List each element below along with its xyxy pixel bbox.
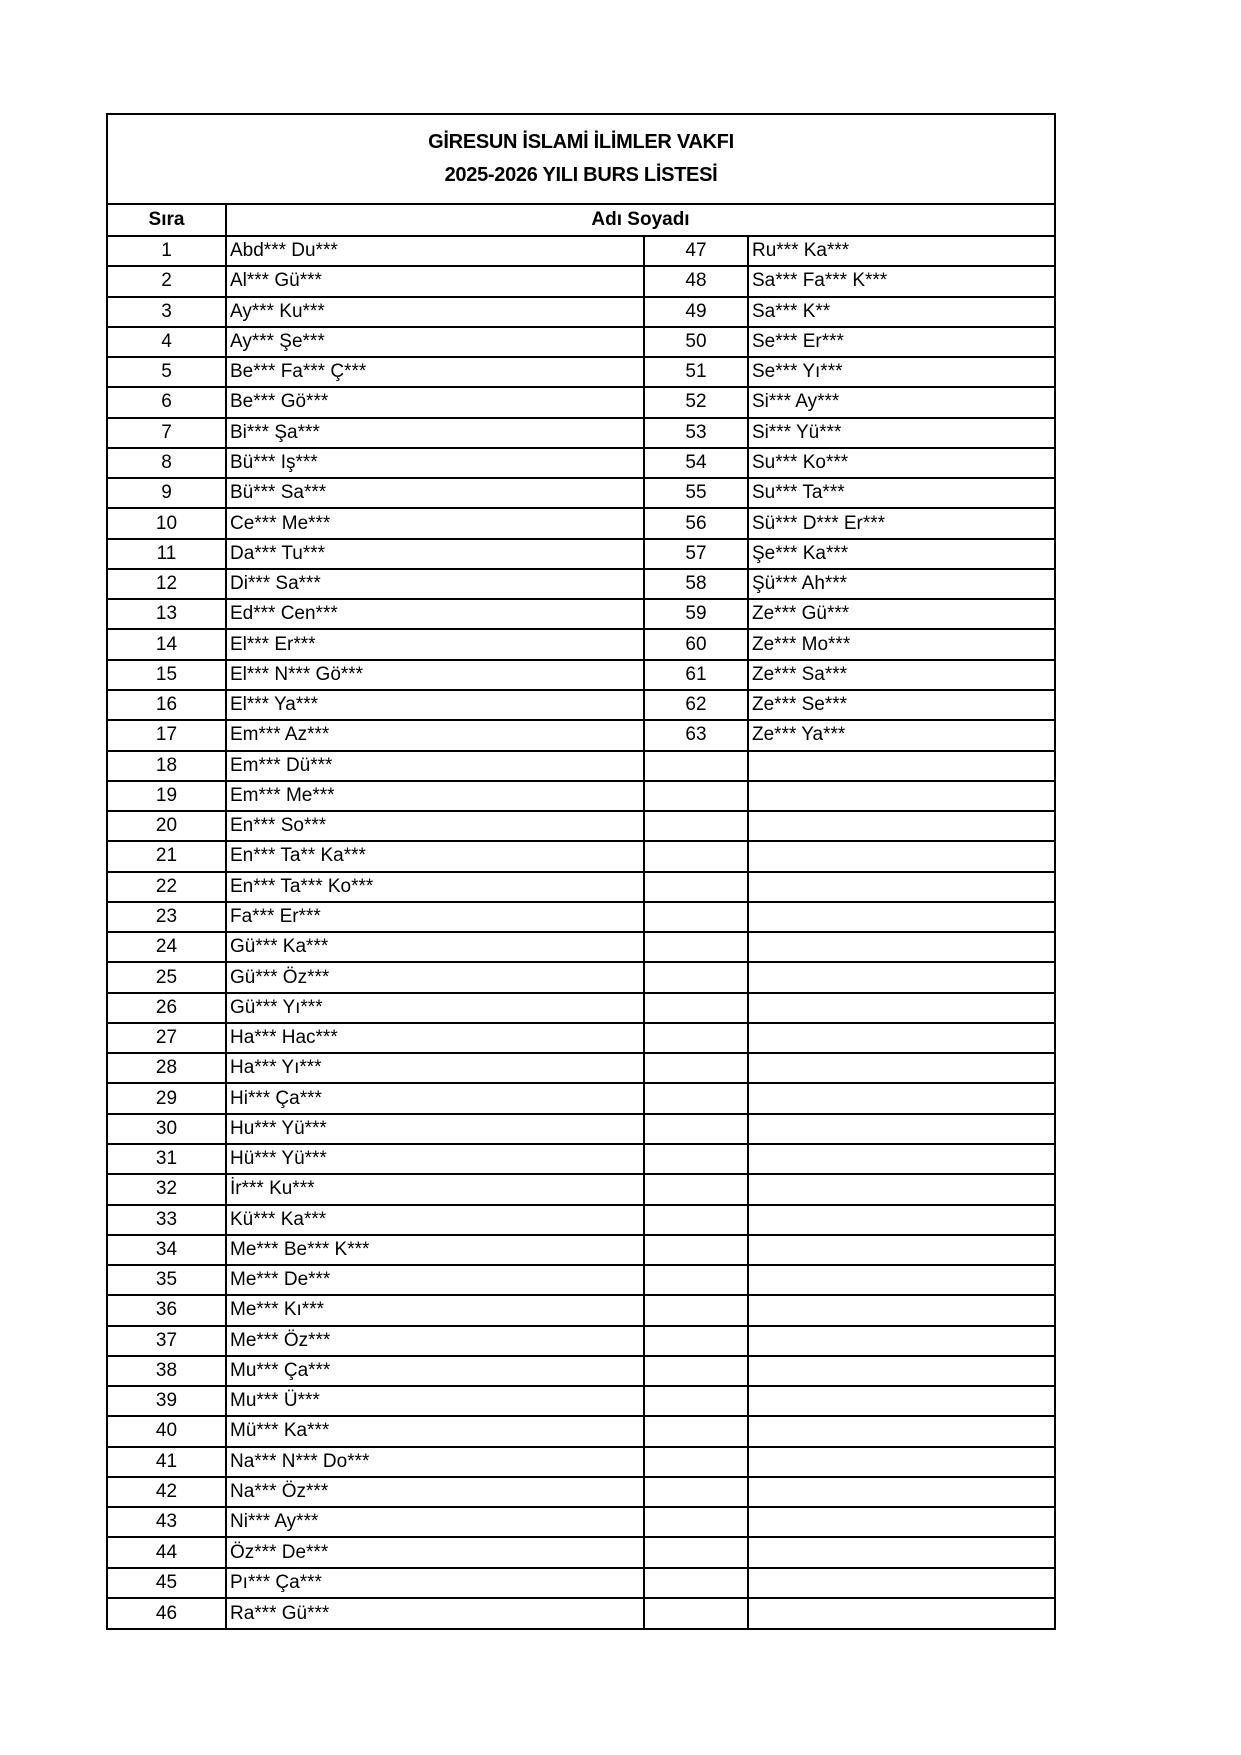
- empty-cell: [748, 751, 1054, 781]
- student-name: Ru*** Ka***: [748, 236, 1054, 266]
- table-row: [108, 508, 1054, 538]
- empty-cell: [644, 1023, 748, 1053]
- row-number: 29: [108, 1083, 226, 1113]
- student-name: Ay*** Şe***: [226, 327, 644, 357]
- row-number: 35: [108, 1265, 226, 1295]
- student-name: Su*** Ta***: [748, 478, 1054, 508]
- empty-cell: [644, 1477, 748, 1507]
- student-name: Bü*** Iş***: [226, 448, 644, 478]
- table-row: [108, 418, 1054, 448]
- empty-cell: [644, 932, 748, 962]
- empty-cell: [644, 872, 748, 902]
- table-row: [108, 1537, 1054, 1567]
- table-row: [108, 629, 1054, 659]
- empty-cell: [644, 1235, 748, 1265]
- table-row: [108, 478, 1054, 508]
- table-row: [108, 236, 1054, 266]
- table-row: [108, 1416, 1054, 1446]
- row-number: 48: [644, 266, 748, 296]
- row-number: 45: [108, 1568, 226, 1598]
- row-number: 12: [108, 569, 226, 599]
- empty-cell: [644, 1295, 748, 1325]
- empty-cell: [644, 902, 748, 932]
- row-number: 10: [108, 508, 226, 538]
- row-number: 8: [108, 448, 226, 478]
- row-number: 51: [644, 357, 748, 387]
- row-number: 11: [108, 539, 226, 569]
- row-number: 57: [644, 539, 748, 569]
- scholarship-table: [108, 205, 1054, 1628]
- empty-cell: [748, 993, 1054, 1023]
- table-row: [108, 902, 1054, 932]
- table-row: [108, 751, 1054, 781]
- row-number: 6: [108, 387, 226, 417]
- student-name: El*** N*** Gö***: [226, 660, 644, 690]
- empty-cell: [644, 841, 748, 871]
- student-name: Ha*** Hac***: [226, 1023, 644, 1053]
- empty-cell: [748, 1235, 1054, 1265]
- row-number: 20: [108, 811, 226, 841]
- empty-cell: [644, 1205, 748, 1235]
- foundation-title: GİRESUN İSLAMİ İLİMLER VAKFI: [428, 131, 734, 153]
- empty-cell: [644, 1386, 748, 1416]
- row-number: 7: [108, 418, 226, 448]
- table-row: [108, 266, 1054, 296]
- row-number: 39: [108, 1386, 226, 1416]
- student-name: Ay*** Ku***: [226, 297, 644, 327]
- row-number: 43: [108, 1507, 226, 1537]
- row-number: 47: [644, 236, 748, 266]
- row-number: 56: [644, 508, 748, 538]
- student-name: Ce*** Me***: [226, 508, 644, 538]
- table-row: [108, 569, 1054, 599]
- empty-cell: [748, 932, 1054, 962]
- student-name: Ze*** Mo***: [748, 629, 1054, 659]
- student-name: Ze*** Sa***: [748, 660, 1054, 690]
- student-name: İr*** Ku***: [226, 1174, 644, 1204]
- student-name: Me*** Öz***: [226, 1326, 644, 1356]
- scholarship-list-sheet: [106, 113, 1056, 1630]
- empty-cell: [644, 1053, 748, 1083]
- table-row: [108, 448, 1054, 478]
- table-row: [108, 539, 1054, 569]
- empty-cell: [748, 1326, 1054, 1356]
- empty-cell: [748, 1507, 1054, 1537]
- row-number: 23: [108, 902, 226, 932]
- student-name: En*** Ta** Ka***: [226, 841, 644, 871]
- student-name: Bi*** Şa***: [226, 418, 644, 448]
- student-name: Hü*** Yü***: [226, 1144, 644, 1174]
- student-name: Na*** Öz***: [226, 1477, 644, 1507]
- student-name: Me*** De***: [226, 1265, 644, 1295]
- student-name: Sü*** D*** Er***: [748, 508, 1054, 538]
- table-row: [108, 1356, 1054, 1386]
- student-name: Da*** Tu***: [226, 539, 644, 569]
- table-row: [108, 841, 1054, 871]
- empty-cell: [644, 1083, 748, 1113]
- table-row: [108, 1114, 1054, 1144]
- empty-cell: [748, 1114, 1054, 1144]
- empty-cell: [748, 1598, 1054, 1628]
- student-name: Em*** Me***: [226, 781, 644, 811]
- student-name: Ze*** Ya***: [748, 720, 1054, 750]
- empty-cell: [644, 1326, 748, 1356]
- table-row: [108, 1447, 1054, 1477]
- row-number: 13: [108, 599, 226, 629]
- row-number: 62: [644, 690, 748, 720]
- row-number: 27: [108, 1023, 226, 1053]
- empty-cell: [748, 1537, 1054, 1567]
- student-name: Al*** Gü***: [226, 266, 644, 296]
- row-number: 33: [108, 1205, 226, 1235]
- empty-cell: [644, 1537, 748, 1567]
- row-number: 63: [644, 720, 748, 750]
- empty-cell: [644, 993, 748, 1023]
- student-name: Ni*** Ay***: [226, 1507, 644, 1537]
- empty-cell: [748, 1265, 1054, 1295]
- row-number: 30: [108, 1114, 226, 1144]
- empty-cell: [748, 1083, 1054, 1113]
- empty-cell: [748, 1568, 1054, 1598]
- row-number: 31: [108, 1144, 226, 1174]
- empty-cell: [748, 1295, 1054, 1325]
- table-row: [108, 1053, 1054, 1083]
- row-number: 36: [108, 1295, 226, 1325]
- row-number: 9: [108, 478, 226, 508]
- list-title: 2025-2026 YILI BURS LİSTESİ: [444, 164, 718, 186]
- header-row: [108, 205, 1054, 236]
- row-number: 26: [108, 993, 226, 1023]
- table-row: [108, 690, 1054, 720]
- table-row: [108, 993, 1054, 1023]
- row-number: 17: [108, 720, 226, 750]
- student-name: Ze*** Gü***: [748, 599, 1054, 629]
- table-row: [108, 720, 1054, 750]
- student-name: Ed*** Cen***: [226, 599, 644, 629]
- row-number: 40: [108, 1416, 226, 1446]
- row-number: 32: [108, 1174, 226, 1204]
- student-name: Sa*** K**: [748, 297, 1054, 327]
- student-name: Em*** Dü***: [226, 751, 644, 781]
- empty-cell: [644, 811, 748, 841]
- row-number: 49: [644, 297, 748, 327]
- empty-cell: [644, 1568, 748, 1598]
- student-name: Se*** Er***: [748, 327, 1054, 357]
- empty-cell: [748, 1174, 1054, 1204]
- table-row: [108, 1598, 1054, 1628]
- student-name: En*** Ta*** Ko***: [226, 872, 644, 902]
- student-name: Şe*** Ka***: [748, 539, 1054, 569]
- student-name: Abd*** Du***: [226, 236, 644, 266]
- empty-cell: [748, 902, 1054, 932]
- student-name: Gü*** Öz***: [226, 962, 644, 992]
- table-row: [108, 1265, 1054, 1295]
- row-number: 52: [644, 387, 748, 417]
- row-number: 22: [108, 872, 226, 902]
- table-row: [108, 660, 1054, 690]
- table-row: [108, 357, 1054, 387]
- row-number: 37: [108, 1326, 226, 1356]
- row-number: 28: [108, 1053, 226, 1083]
- student-name: Si*** Ay***: [748, 387, 1054, 417]
- empty-cell: [644, 1598, 748, 1628]
- empty-cell: [748, 1386, 1054, 1416]
- row-number: 5: [108, 357, 226, 387]
- row-number: 53: [644, 418, 748, 448]
- table-row: [108, 1235, 1054, 1265]
- title-block: [108, 115, 1054, 205]
- empty-cell: [748, 1023, 1054, 1053]
- empty-cell: [748, 1447, 1054, 1477]
- empty-cell: [748, 962, 1054, 992]
- row-number: 4: [108, 327, 226, 357]
- table-row: [108, 1144, 1054, 1174]
- student-name: Di*** Sa***: [226, 569, 644, 599]
- student-name: Hu*** Yü***: [226, 1114, 644, 1144]
- student-name: Şü*** Ah***: [748, 569, 1054, 599]
- row-number: 46: [108, 1598, 226, 1628]
- row-number: 18: [108, 751, 226, 781]
- empty-cell: [748, 1477, 1054, 1507]
- row-number: 50: [644, 327, 748, 357]
- empty-cell: [644, 1114, 748, 1144]
- student-name: Fa*** Er***: [226, 902, 644, 932]
- table-row: [108, 1507, 1054, 1537]
- empty-cell: [644, 1174, 748, 1204]
- header-adi-soyadi: Adı Soyadı: [226, 205, 1054, 236]
- student-name: Su*** Ko***: [748, 448, 1054, 478]
- student-name: Me*** Be*** K***: [226, 1235, 644, 1265]
- row-number: 2: [108, 266, 226, 296]
- empty-cell: [644, 1144, 748, 1174]
- row-number: 61: [644, 660, 748, 690]
- student-name: Na*** N*** Do***: [226, 1447, 644, 1477]
- student-name: Bü*** Sa***: [226, 478, 644, 508]
- row-number: 34: [108, 1235, 226, 1265]
- student-name: Ha*** Yı***: [226, 1053, 644, 1083]
- empty-cell: [748, 841, 1054, 871]
- student-name: El*** Ya***: [226, 690, 644, 720]
- student-name: El*** Er***: [226, 629, 644, 659]
- student-name: Gü*** Yı***: [226, 993, 644, 1023]
- empty-cell: [644, 962, 748, 992]
- student-name: Kü*** Ka***: [226, 1205, 644, 1235]
- table-row: [108, 1174, 1054, 1204]
- table-row: [108, 599, 1054, 629]
- table-row: [108, 781, 1054, 811]
- empty-cell: [644, 1356, 748, 1386]
- row-number: 58: [644, 569, 748, 599]
- student-name: Be*** Gö***: [226, 387, 644, 417]
- empty-cell: [748, 1053, 1054, 1083]
- table-row: [108, 1295, 1054, 1325]
- table-row: [108, 1205, 1054, 1235]
- row-number: 16: [108, 690, 226, 720]
- student-name: Mü*** Ka***: [226, 1416, 644, 1446]
- row-number: 25: [108, 962, 226, 992]
- table-row: [108, 1386, 1054, 1416]
- student-name: En*** So***: [226, 811, 644, 841]
- empty-cell: [748, 1356, 1054, 1386]
- table-row: [108, 1568, 1054, 1598]
- table-row: [108, 1477, 1054, 1507]
- row-number: 41: [108, 1447, 226, 1477]
- table-row: [108, 387, 1054, 417]
- empty-cell: [644, 1447, 748, 1477]
- row-number: 44: [108, 1537, 226, 1567]
- student-name: Mu*** Ça***: [226, 1356, 644, 1386]
- empty-cell: [644, 751, 748, 781]
- table-row: [108, 932, 1054, 962]
- student-name: Mu*** Ü***: [226, 1386, 644, 1416]
- row-number: 21: [108, 841, 226, 871]
- empty-cell: [748, 781, 1054, 811]
- header-sira: Sıra: [108, 205, 226, 236]
- student-name: Gü*** Ka***: [226, 932, 644, 962]
- row-number: 14: [108, 629, 226, 659]
- student-name: Öz*** De***: [226, 1537, 644, 1567]
- student-name: Be*** Fa*** Ç***: [226, 357, 644, 387]
- student-name: Ze*** Se***: [748, 690, 1054, 720]
- empty-cell: [748, 811, 1054, 841]
- empty-cell: [644, 781, 748, 811]
- row-number: 38: [108, 1356, 226, 1386]
- row-number: 15: [108, 660, 226, 690]
- table-row: [108, 297, 1054, 327]
- empty-cell: [748, 1144, 1054, 1174]
- table-row: [108, 327, 1054, 357]
- row-number: 59: [644, 599, 748, 629]
- table-row: [108, 872, 1054, 902]
- empty-cell: [644, 1265, 748, 1295]
- empty-cell: [644, 1507, 748, 1537]
- row-number: 42: [108, 1477, 226, 1507]
- student-name: Se*** Yı***: [748, 357, 1054, 387]
- row-number: 19: [108, 781, 226, 811]
- student-name: Em*** Az***: [226, 720, 644, 750]
- student-name: Sa*** Fa*** K***: [748, 266, 1054, 296]
- table-row: [108, 811, 1054, 841]
- row-number: 1: [108, 236, 226, 266]
- table-row: [108, 1023, 1054, 1053]
- student-name: Hi*** Ça***: [226, 1083, 644, 1113]
- row-number: 54: [644, 448, 748, 478]
- empty-cell: [748, 1205, 1054, 1235]
- student-name: Si*** Yü***: [748, 418, 1054, 448]
- row-number: 60: [644, 629, 748, 659]
- row-number: 55: [644, 478, 748, 508]
- row-number: 24: [108, 932, 226, 962]
- table-row: [108, 962, 1054, 992]
- student-name: Ra*** Gü***: [226, 1598, 644, 1628]
- empty-cell: [644, 1416, 748, 1446]
- student-name: Me*** Kı***: [226, 1295, 644, 1325]
- empty-cell: [748, 872, 1054, 902]
- row-number: 3: [108, 297, 226, 327]
- table-row: [108, 1083, 1054, 1113]
- student-name: Pı*** Ça***: [226, 1568, 644, 1598]
- table-row: [108, 1326, 1054, 1356]
- empty-cell: [748, 1416, 1054, 1446]
